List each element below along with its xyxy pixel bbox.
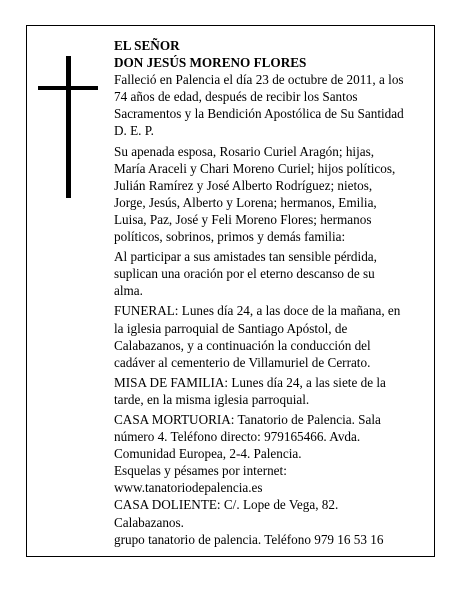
deceased-name: DON JESÚS MORENO FLORES	[114, 55, 307, 71]
mourning-house: CASA DOLIENTE: C/. Lope de Vega, 82. Calabazanos.	[114, 497, 339, 530]
prayer-request: Al participar a sus amistades tan sensible pérdida, suplican una oración por el eterno descanso de su alma.	[114, 249, 377, 299]
funeral-info: FUNERAL: Lunes día 24, a las doce de la mañana, en la iglesia parroquial de Santiago Apóstol, de Calabazanos, y a continuación la conducción del cadáver al cementerio de Villamuriel de Cerrato.	[114, 303, 401, 370]
cross-icon-vertical-bar	[66, 56, 71, 198]
family-mass-info: MISA DE FAMILIA: Lunes día 24, a las siete de la tarde, en la misma iglesia parroquial.	[114, 374, 386, 407]
cross-icon-horizontal-bar	[38, 86, 98, 90]
footer-line: grupo tanatorio de palencia. Teléfono 979 16 53 16	[114, 531, 384, 547]
online-condolences: Esquelas y pésames por internet: www.tanatoriodepalencia.es	[114, 463, 287, 496]
funeral-home-info: CASA MORTUORIA: Tanatorio de Palencia. Sala número 4. Teléfono directo: 979165466. Avda. Comunidad Europea, 2-4. Palencia.	[114, 411, 381, 462]
title-line-1: EL SEÑOR	[114, 38, 180, 53]
family-list: Su apenada esposa, Rosario Curiel Aragón; hijas, María Araceli y Chari Moreno Curiel; hijos políticos, Julián Ramírez y José Alberto Rodríguez; nietos, Jorge, Jesús, Alberto y Lorena; hermanos, Emilia, Luisa, Paz, José y Feli Moreno Flores; hermanos políticos, sobrinos, primos y demás familia:	[114, 143, 396, 245]
obituary-text	[114, 37, 404, 548]
death-info: Falleció en Palencia el día 23 de octubre de 2011, a los 74 años de edad, después de recibir los Santos Sacramentos y la Bendición Apostólica de Su Santidad D. E. P.	[114, 72, 404, 139]
